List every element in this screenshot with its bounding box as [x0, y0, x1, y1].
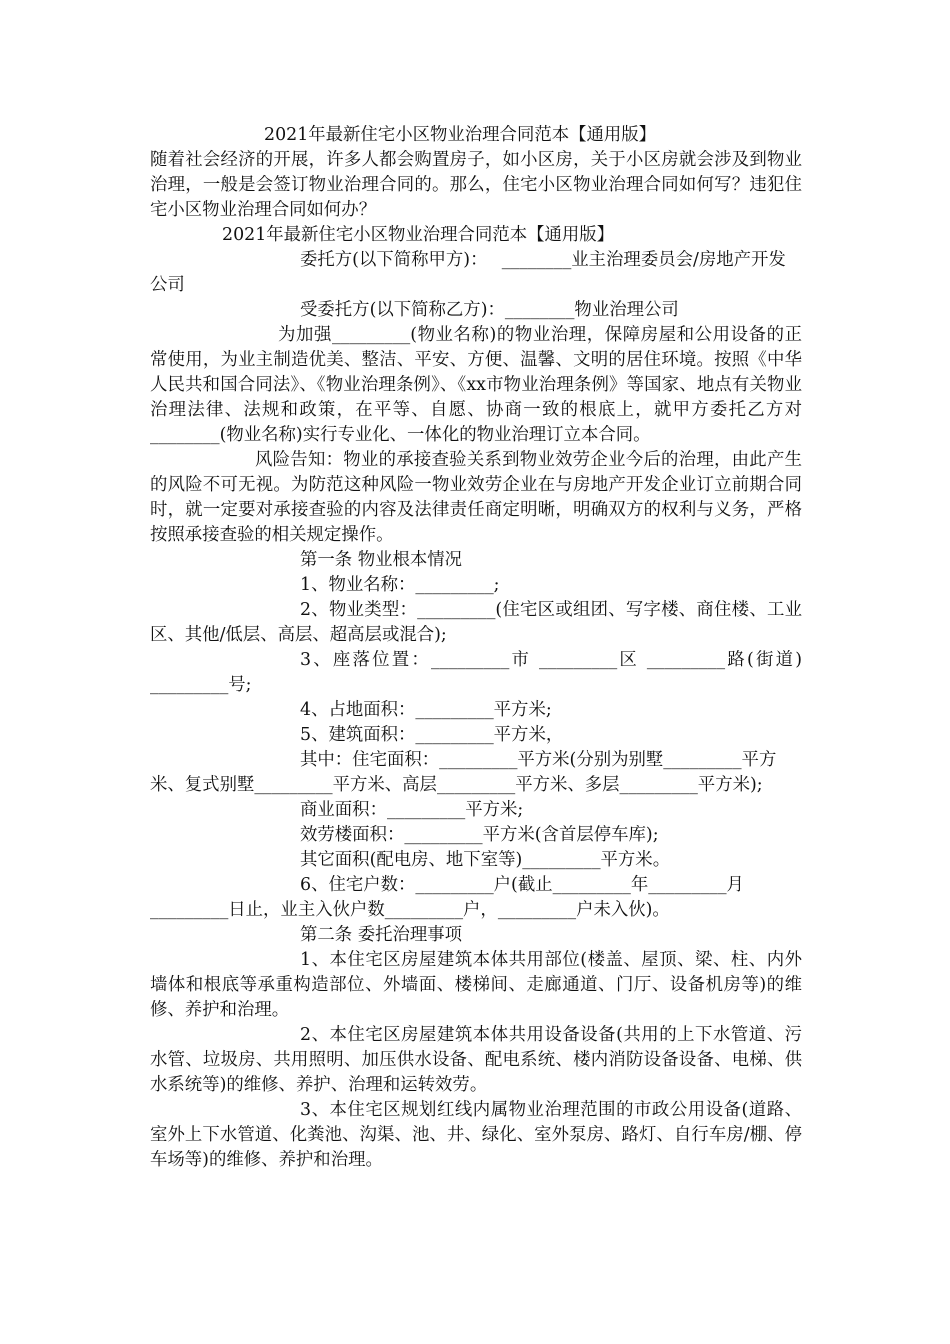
article-2-item-3: 3、本住宅区规划红线内属物业治理范围的市政公用设备(道路、室外上下水管道、化粪池、沟渠、池、井、绿化、室外泵房、路灯、自行车房/棚、停车场等)的维修、养护和治理。: [150, 1100, 802, 1170]
party-a-line: 委托方(以下简称甲方)： ________业主治理委员会/房地产开发公司: [150, 250, 786, 295]
other-area-line: 其它面积(配电房、地下室等)_________平方米。: [300, 850, 671, 870]
intro-paragraph: 随着社会经济的开展，许多人都会购置房子，如小区房，关于小区房就会涉及到物业治理，一般是会签订物业治理合同的。那么，住宅小区物业治理合同如何写？违犯住宅小区物业治理合同如何办？: [150, 150, 802, 220]
risk-notice-paragraph: 风险告知：物业的承接查验关系到物业效劳企业今后的治理，由此产生的风险不可无视。为防范这种风险一物业效劳企业在与房地产开发企业订立前期合同时，就一定要对承接查验的内容及法律责任商定明晰，明确双方的权利与义务，严格按照承接查验的相关规定操作。: [150, 450, 802, 545]
preamble-paragraph: 为加强_________(物业名称)的物业治理，保障房屋和公用设备的正常使用，为业主制造优美、整洁、平安、方便、温馨、文明的居住环境。按照《中华人民共和国合同法》、《物业治理条例》、《xx市物业治理条例》等国家、地点有关物业治理法律、法规和政策，在平等、自愿、协商一致的根底上，就甲方委托乙方对________(物业名称)实行专业化、一体化的物业治理订立本合同。: [150, 325, 802, 445]
document-body: [150, 123, 802, 1173]
article-1-heading: 第一条 物业根本情况: [300, 550, 463, 570]
article-1-item-6: 6、住宅户数：_________户(截止_________年_________月_________日止，业主入伙户数_________户，_________户未入伙)。: [150, 875, 744, 920]
party-b-line: 受委托方(以下简称乙方)：________物业治理公司: [300, 300, 679, 320]
residential-area-line: 其中：住宅面积：_________平方米(分别为别墅_________平方米、复式别墅_________平方米、高层_________平方米、多层_________平方米);: [150, 750, 777, 795]
commercial-area-line: 商业面积：_________平方米;: [300, 800, 524, 820]
document-title: 2021年最新住宅小区物业治理合同范本【通用版】: [264, 125, 657, 145]
article-2-item-2: 2、本住宅区房屋建筑本体共用设备设备(共用的上下水管道、污水管、垃圾房、共用照明、加压供水设备、配电系统、楼内消防设备设备、电梯、供水系统等)的维修、养护、治理和运转效劳。: [150, 1025, 802, 1095]
article-2-heading: 第二条 委托治理事项: [300, 925, 463, 945]
article-2-item-1: 1、本住宅区房屋建筑本体共用部位(楼盖、屋顶、梁、柱、内外墙体和根底等承重构造部位、外墙面、楼梯间、走廊通道、门厅、设备机房等)的维修、养护和治理。: [150, 950, 802, 1020]
service-building-area-line: 效劳楼面积：_________平方米(含首层停车库);: [300, 825, 659, 845]
article-1-item-2: 2、物业类型：_________(住宅区或组团、写字楼、商住楼、工业区、其他/低层、高层、超高层或混合);: [150, 600, 802, 645]
article-1-item-1: 1、物业名称：_________;: [300, 575, 500, 595]
article-1-item-4: 4、占地面积：_________平方米;: [300, 700, 552, 720]
contract-title: 2021年最新住宅小区物业治理合同范本【通用版】: [222, 225, 615, 245]
article-1-item-5: 5、建筑面积：_________平方米，: [300, 725, 564, 745]
article-1-item-3: 3、座落位置：_________市 _________区 _________路(街道) _________号;: [150, 650, 802, 695]
